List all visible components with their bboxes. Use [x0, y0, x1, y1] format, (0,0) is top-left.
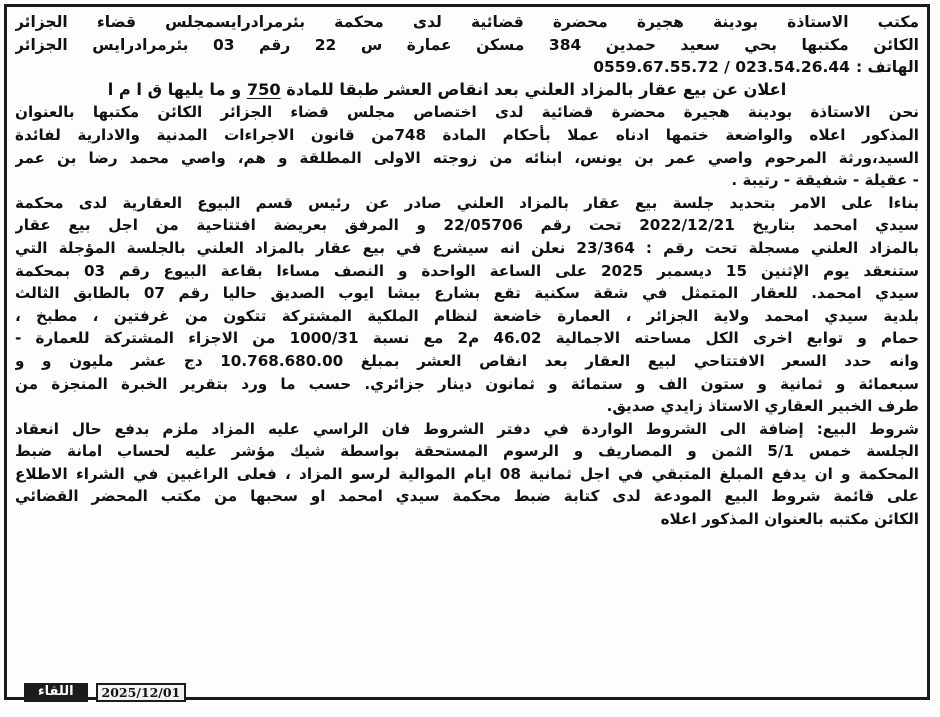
publication-footer — [24, 683, 186, 702]
phone-line — [15, 56, 919, 79]
body-line-17: المحكمة و ان يدفع المبلغ المتبقي في اجل ثمانية 08 ايام الموالية لرسو المزاد ، فعلى الراغبين في الشراء الاطلاع — [15, 464, 919, 483]
body-line-19: الكائن مكتبه بالعنوان المذكور اعلاه — [660, 510, 919, 529]
body-line-1: نحن الاستاذة بودينة هجيرة محضرة قضائية لدى اختصاص مجلس قضاء الجزائر الكائن مكتبها بالعنوان — [15, 103, 919, 122]
body-line-9: سيدي امحمد. للعقار المتمثل في شقة سكنية تقع بشارع بيشا ايوب الصديق حاليا رقم 07 بالطابق الثالث — [15, 284, 919, 303]
office-address-line: الكائن مكتبها بحي سعيد حمدين 384 مسكن عمارة س 22 رقم 03 بئرمرادرايس الجزائر — [15, 35, 919, 54]
body-line-16: الجلسة خمس 5/1 الثمن و المصاريف و الرسوم المستحقة بواسطة شيك مؤشر عليه لحساب امانة ضبط — [15, 442, 919, 461]
body-line-14: طرف الخبير العقاري الاستاذ زايدي صديق. — [606, 397, 919, 416]
body-line-7: بالمزاد العلني مسجلة تحت رقم : 23/364 نعلن انه سيشرع في بيع عقار بالمزاد العلني بالجلسة المؤجلة التي — [15, 238, 919, 257]
publication-date-tag: 2025/12/01 — [96, 683, 187, 702]
body-line-6: سيدي امحمد بتاريخ 2022/12/21 تحت رقم 22/05706 و المرفق بعريضة افتتاحية من اجل بيع عقار — [15, 216, 919, 235]
body-line-10: بلدية سيدي امحمد ولاية الجزائر ، العمارة خاضعة لنظام الملكية المشتركة تتكون من غرفتين ، مطبخ ، — [15, 306, 919, 325]
body-line-12: وانه حدد السعر الافتتاحي لبيع العقار بعد انقاص العشر بمبلغ 10.768.680.00 دج عشر مليون و و — [15, 351, 919, 370]
title-article-number: 750 — [246, 79, 281, 99]
body-line-5: بناءا على الامر بتحديد جلسة بيع عقار بالمزاد العلني صادر عن رئيس قسم البيوع العقارية لدى محكمة — [15, 193, 919, 212]
legal-notice-box — [4, 4, 930, 700]
title-text-before: اعلان عن بيع عقار بالمزاد العلني بعد انقاص العشر طبقا للمادة — [286, 79, 787, 99]
body-line-3: السيد،ورثة المرحوم واصي عمر بن يونس، ابنائه من زوجته الاولى المطلقة و هم، واصي محمد رضا بن عمر — [15, 148, 919, 167]
title-text-after: و ما يليها ق ا م ا — [107, 79, 242, 99]
notice-title — [15, 79, 919, 102]
body-line-2: المذكور اعلاه والواضعة ختمها ادناه عملا بأحكام المادة 748من قانون الاجراءات المدنية والادارية لفائدة — [15, 125, 919, 144]
body-line-18: على قائمة شروط البيع المودعة لدى كتابة ضبط محكمة سيدي امحمد او سحبها من مكتب المحضر القضائي — [15, 487, 919, 506]
bailiff-office-line: مكتب الاستاذة بودينة هجيرة محضرة قضائية لدى محكمة بئرمرادرايسمجلس قضاء الجزائر — [15, 13, 919, 31]
body-line-15: شروط البيع: إضافة الى الشروط الواردة في دفتر الشروط فان الراسي عليه المزاد ملزم بدفع حال انعقاد — [15, 419, 919, 438]
body-line-13: سبعمائة و ثمانية و ستون الف و ستمائة و ثمانون دينار جزائري. حسب ما ورد بتقرير الخبرة المنجزة من — [15, 374, 919, 393]
phone-numbers: 0559.67.55.72 / 023.54.26.44 — [593, 58, 850, 77]
phone-label: الهاتف : — [855, 58, 919, 77]
newspaper-name-tag: اللقاء — [24, 683, 88, 702]
body-line-4: - عقيلة - شفيقة - رتيبة . — [731, 171, 919, 190]
body-line-11: حمام و توابع اخرى الكل مساحته الاجمالية 46.02 م2 مع نسبة 1000/31 من الاجزاء المشتركة للعمارة - — [15, 329, 919, 348]
body-line-8: ستنعقد يوم الإثنين 15 ديسمبر 2025 على الساعة الواحدة و النصف مساءا بقاعة البيوع رقم 03 بمحكمة — [15, 261, 919, 280]
